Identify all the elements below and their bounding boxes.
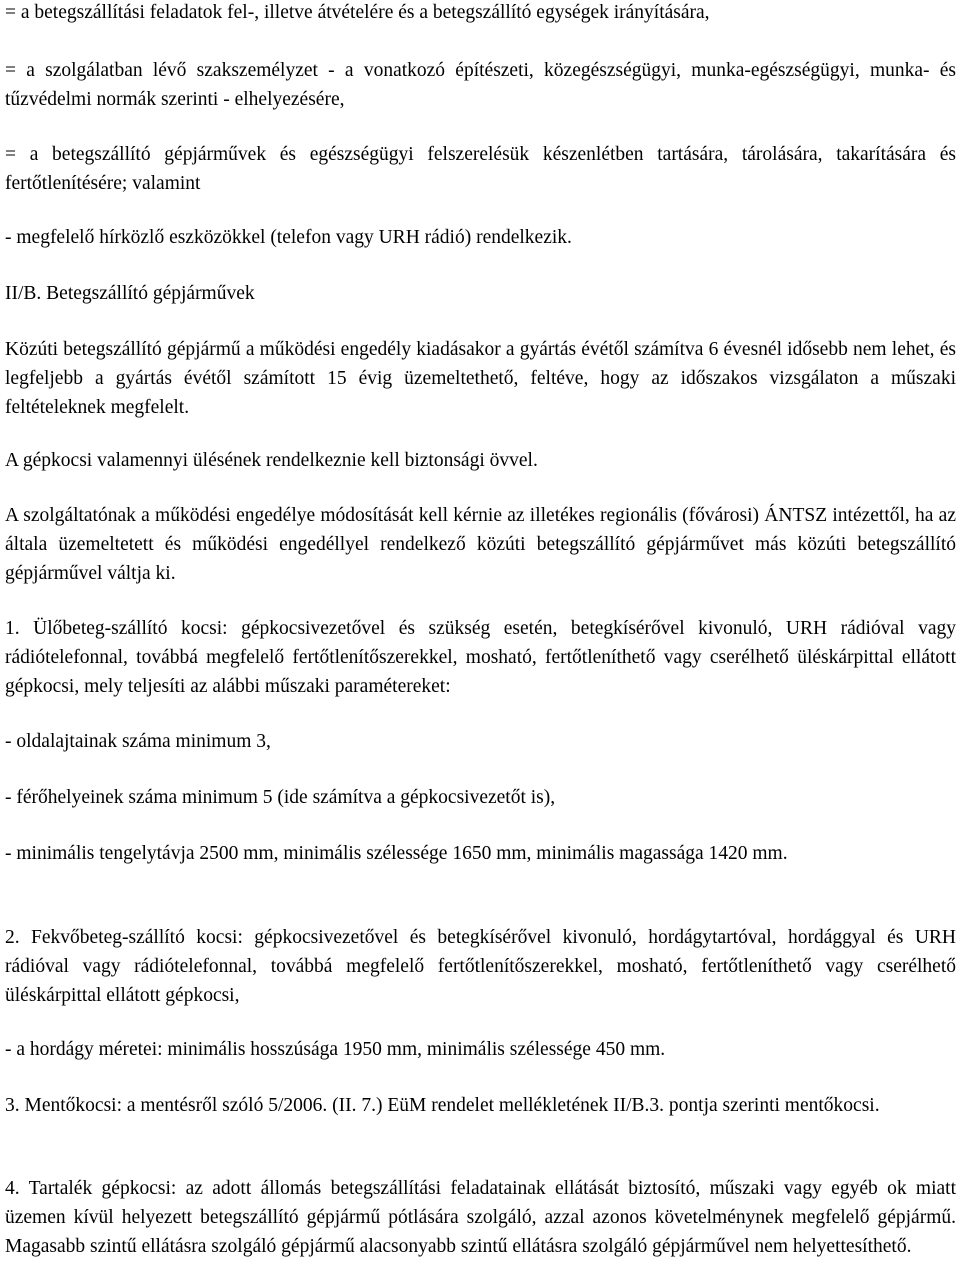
- list-item-stretcher-size: - a hordágy méretei: minimális hosszúsága 1950 mm, minimális szélessége 450 mm.: [5, 1039, 666, 1060]
- paragraph-seatbelts: A gépkocsi valamennyi ülésének rendelkeznie kell biztonsági övvel.: [5, 450, 538, 471]
- paragraph-ambulance: 3. Mentőkocsi: a mentésről szóló 5/2006. (II. 7.) EüM rendelet mellékletének II/B.3. pontja szerinti mentőkocsi.: [5, 1095, 880, 1116]
- list-item-doors: - oldalajtainak száma minimum 3,: [5, 731, 271, 752]
- paragraph-stretcher-vehicle: 2. Fekvőbeteg-szállító kocsi: gépkocsivezetővel és betegkísérővel kivonuló, hordágytartóval, hordággyal és URH rádióval vagy rádiótelefonnal, továbbá megfelelő fertőtlenítőszerekkel, mosható, fertőtleníthető vagy cserélhető üléskárpittal ellátott gépkocsi,: [5, 927, 956, 1006]
- section-heading: II/B. Betegszállító gépjárművek: [5, 283, 255, 304]
- paragraph-staff-accommodation: = a szolgálatban lévő szakszemélyzet - a vonatkozó építészeti, közegészségügyi, munka-egészségügyi, munka- és tűzvédelmi normák szerinti - elhelyezésére,: [5, 60, 956, 110]
- list-item-dimensions: - minimális tengelytávja 2500 mm, minimális szélessége 1650 mm, minimális magassága 1420 mm.: [5, 843, 788, 864]
- paragraph-reserve-vehicle: 4. Tartalék gépkocsi: az adott állomás betegszállítási feladatainak ellátását biztosító, műszaki vagy egyéb ok miatt üzemen kívül helyezett betegszállító gépjármű pótlására szolgáló, azzal azonos követelménynek megfelelő gépjármű. Magasabb szintű ellátásra szolgáló gépjármű alacsonyabb szintű ellátásra szolgáló gépjárművel nem helyettesíthető.: [5, 1178, 956, 1257]
- paragraph-vehicle-storage: = a betegszállító gépjárművek és egészségügyi felszerelésük készenlétben tartására, tárolására, takarítására és fertőtlenítésére; valamint: [5, 144, 956, 194]
- paragraph-transport-dispatch: = a betegszállítási feladatok fel-, illetve átvételére és a betegszállító egységek irányítására,: [5, 2, 710, 23]
- paragraph-license-modification: A szolgáltatónak a működési engedélye módosítását kell kérnie az illetékes regionális (fővárosi) ÁNTSZ intézettől, ha az általa üzemeltetett és működési engedéllyel rendelkező közúti betegszállító gépjárművet más közúti betegszállító gépjárművel váltja ki.: [5, 505, 956, 584]
- paragraph-communication: - megfelelő hírközlő eszközökkel (telefon vagy URH rádió) rendelkezik.: [5, 227, 572, 248]
- paragraph-seated-patient-vehicle: 1. Ülőbeteg-szállító kocsi: gépkocsivezetővel és szükség esetén, betegkísérővel kivonuló, URH rádióval vagy rádiótelefonnal, továbbá megfelelő fertőtlenítőszerekkel, mosható, fertőtleníthető vagy cserélhető üléskárpittal ellátott gépkocsi, mely teljesíti az alábbi műszaki paramétereket:: [5, 618, 956, 697]
- paragraph-vehicle-age: Közúti betegszállító gépjármű a működési engedély kiadásakor a gyártás évétől számítva 6 évesnél idősebb nem lehet, és legfeljebb a gyártás évétől számított 15 évig üzemeltethető, feltéve, hogy az időszakos vizsgálaton a műszaki feltételeknek megfelelt.: [5, 339, 956, 418]
- list-item-seats: - férőhelyeinek száma minimum 5 (ide számítva a gépkocsivezetőt is),: [5, 787, 556, 808]
